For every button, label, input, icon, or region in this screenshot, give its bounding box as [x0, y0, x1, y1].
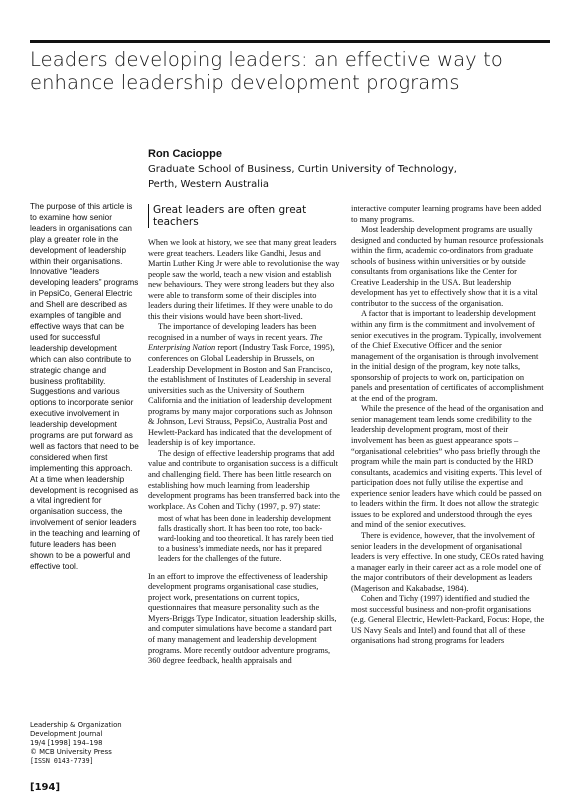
- paragraph: While the presence of the head of the organisation and senior management team lends some credibility to the leadership development program, most of their involvement has been as guest appearance spots – “organisational celebrities” who pass briefly through the program while the main part is conducted by the HRD consultants, academics and visiting experts. This level of participation does not fully utilise the expertise and experience senior leaders have which could be passed on to leaders within the firm. It does not allow the strategic issues to be explored and understood through the eyes and mind of the senior executives.: [351, 404, 544, 530]
- section-heading: Great leaders are often great teachers: [148, 204, 340, 228]
- journal-name-line2: Development Journal: [30, 730, 103, 738]
- report-title: The Enterprising Nation: [148, 332, 323, 353]
- paragraph: Most leadership development programs are usually designed and conducted by human resource professionals within the firm, academic co-ordinators from graduate schools of business within universities or by outside consultants from organisations like the Center for Creative Leadership in the USA. But leadership development has yet to effectively show that it is a vital contributor to the success of the organisation.: [351, 225, 544, 308]
- abstract: The purpose of this article is to examine how senior leaders in organisations can play a greater role in the development of leadership within their organisations. Innovative “leaders developing leaders” programs in PepsiCo, General Electric and Shell are described as examples of tangible and effective ways that can be used for successful leadership development which can also contribute to strategic change and business profitability. Suggestions and various options to incorporate senior executive involvement in leadership development programs are put forward as well as factors that need to be considered when first implementing this approach. At a time when leadership development is recognised as a vital ingredient for organisation success, the involvement of senior leaders in the teaching and learning of future leaders has been shown to be a powerful and effective tool.: [30, 202, 140, 571]
- paragraph: In an effort to improve the effectiveness of leadership development programs organisational case studies, project work, presentations on current topics, questionnaires that measure personality such as the Myers-Briggs Type Indicator, situation leadership skills, and computer simulations have become a standard part of many management and leadership development programs. More recently outdoor adventure programs, 360 degree feedback, health appraisals and: [148, 571, 337, 666]
- author-affiliation: Graduate School of Business, Curtin University of Technology, Perth, Western Australia: [148, 164, 457, 190]
- paragraph: When we look at history, we see that many great leaders were great teachers. Leaders like Gandhi, Jesus and Martin Luther King Jr were able to revolutionise the way people saw the world, teach a new vision and establish new behaviours. They were strong leaders but they also were able to transform some of their disciples into leaders during their lifetimes. If they were unable to do this their visions would have been short-lived.: [148, 238, 340, 321]
- journal-issn: [ISSN 0143-7739]: [30, 757, 94, 765]
- body-column-left: [148, 204, 340, 667]
- paragraph: There is evidence, however, that the involvement of senior leaders in the development of organisational leaders is very effective. In one study, CEOs rated having a manager early in their career act as a role model one of the major contributors of their development as leaders (Magerison and Kakabadse, 1984).: [351, 530, 544, 593]
- article-title: Leaders developing leaders: an effective way to enhance leadership development programs: [30, 48, 503, 94]
- page-number: [194]: [30, 782, 61, 793]
- title-rule: [30, 40, 550, 43]
- block-quote: most of what has been done in leadership development falls drastically short. It has been too rote, too back-ward-looking and too theoretical. It has rarely been tied to a business’s immediate needs, nor has it prepared leaders for the challenges of the future.: [158, 514, 334, 563]
- journal-info: [30, 721, 140, 766]
- paragraph: interactive computer learning programs have been added to many programs.: [351, 204, 542, 224]
- body-column-right: [351, 204, 546, 647]
- paragraph-text: report (Industry Task Force, 1995), conferences on Global Leadership in Brussels, on Leadership Development in Boston and San Francisco, the establishment of Institutes of Leadership in several universities such as the University of Southern California and the initiation of leadership development programs by many major corporations such as Johnson & Johnson, Levi Strauss, PepsiCo, Australia Post and Hewlett-Packard has indicated that the development of leadership is of key importance.: [148, 343, 335, 448]
- paragraph: A factor that is important to leadership development within any firm is the commitment and involvement of senior executives in the program. Typically, involvement of the Chief Executive Officer and the senior management of the organisation is through involvement in the initial design of the program, key note talks, sponsorship of projects to work on, participation on panels and presentation of certificates of accomplishment at the end of the program.: [351, 309, 544, 403]
- journal-volume: 19/4 [1998] 194–198: [30, 739, 103, 747]
- author-name: Ron Cacioppe: [148, 148, 222, 160]
- journal-publisher: © MCB University Press: [30, 748, 112, 756]
- paragraph: Cohen and Tichy (1997) identified and studied the most successful business and non-profit organisations (e.g. General Electric, Hewlett-Packard, Focus: Hope, the US Navy Seals and Intel) and found that all of these organisations had strong programs for leaders: [351, 594, 545, 646]
- paragraph: The design of effective leadership programs that add value and contribute to organisation success is a difficult and challenging field. There has been little research on establishing how much learning from leadership development programs has been transferred back into the workplace. As Cohen and Tichy (1997, p. 97) state:: [148, 448, 340, 511]
- journal-name-line1: Leadership & Organization: [30, 721, 122, 729]
- paragraph: [148, 322, 340, 449]
- paragraph-text: The importance of developing leaders has been recognised in a number of ways in recent years.: [148, 322, 317, 342]
